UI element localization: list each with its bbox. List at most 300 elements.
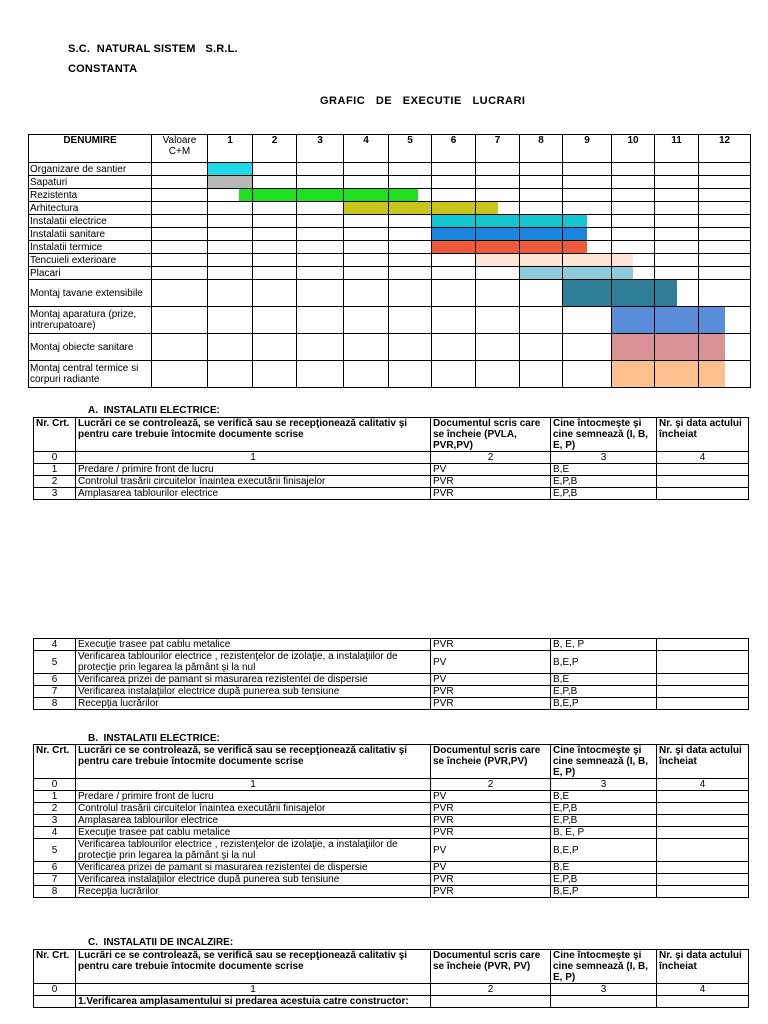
gantt-valoare-cell [152,280,208,307]
gantt-row [29,241,751,254]
gantt-month-cell [389,280,432,307]
gantt-bar [520,215,562,227]
quality-header-lucrari: Lucrări ce se controlează, se verifică sau se recepţionează calitativ şi pentru care trebuie întocmite documente scrise [76,950,431,984]
gantt-month-cell [389,307,432,334]
quality-cell-lucrari: 1.Verificarea amplasamentului si predarea acestuia catre constructor: [76,996,431,1008]
quality-row [34,874,749,886]
gantt-month-cell [476,176,520,189]
quality-index-cell: 1 [76,984,431,996]
gantt-month-cell [699,176,751,189]
gantt-month-cell [253,307,297,334]
gantt-bar [563,254,611,266]
gantt-month-cell [344,267,389,280]
gantt-month-cell [208,307,253,334]
gantt-task-name: Montaj tavane extensibile [29,280,152,307]
quality-index-cell: 4 [657,779,749,791]
gantt-month-cell [563,228,612,241]
section-b-title: B. INSTALATII ELECTRICE: [88,733,220,744]
quality-header-data: Nr. şi data actului încheiat [657,745,749,779]
gantt-month-cell [520,228,563,241]
quality-index-cell: 3 [551,984,657,996]
gantt-bar [432,215,475,227]
quality-cell-lucrari: Recepţia lucrărilor [76,698,431,710]
gantt-month-cell [563,163,612,176]
gantt-month-cell [520,202,563,215]
gantt-month-cell [389,241,432,254]
gantt-month-cell [389,267,432,280]
quality-row [34,996,749,1008]
gantt-month-cell [699,241,751,254]
gantt-month-cell [253,280,297,307]
gantt-month-cell [563,215,612,228]
quality-cell-nr: 1 [34,791,76,803]
gantt-month-cell [344,254,389,267]
gantt-bar [612,267,633,279]
gantt-month-cell [655,267,699,280]
quality-cell-doc: PVR [431,803,551,815]
gantt-bar [655,361,698,387]
document-title: GRAFIC DE EXECUTIE LUCRARI [320,95,526,107]
gantt-month-cell [655,163,699,176]
gantt-month-cell [297,254,344,267]
quality-header-cine: Cine întocmeşte şi cine semnează (I, B, E, P) [551,745,657,779]
quality-cell-data [657,686,749,698]
gantt-bar [563,228,587,240]
gantt-header-month: 11 [655,135,699,163]
gantt-bar [239,189,252,201]
gantt-month-cell [655,241,699,254]
gantt-bar [476,215,519,227]
gantt-month-cell [612,163,655,176]
quality-cell-data [657,827,749,839]
gantt-row [29,176,751,189]
gantt-task-name: Rezistenta [29,189,152,202]
quality-cell-data [657,803,749,815]
quality-index-cell: 4 [657,984,749,996]
gantt-month-cell [208,241,253,254]
gantt-month-cell [520,241,563,254]
gantt-month-cell [655,280,699,307]
quality-row [34,476,749,488]
quality-cell-data [657,464,749,476]
gantt-valoare-cell [152,334,208,361]
gantt-month-cell [476,163,520,176]
quality-cell-doc [431,996,551,1008]
gantt-month-cell [612,176,655,189]
gantt-month-cell [297,334,344,361]
quality-cell-lucrari: Amplasarea tablourilor electrice [76,815,431,827]
gantt-month-cell [476,361,520,388]
quality-row [34,639,749,651]
gantt-task-name: Montaj obiecte sanitare [29,334,152,361]
gantt-header-month: 8 [520,135,563,163]
quality-cell-nr: 8 [34,886,76,898]
gantt-bar [699,307,725,333]
gantt-month-cell [563,241,612,254]
quality-cell-cine [551,996,657,1008]
gantt-bar [699,361,725,387]
gantt-month-cell [655,215,699,228]
section-a-table-continued [33,638,749,710]
gantt-month-cell [389,228,432,241]
gantt-bar [612,254,633,266]
gantt-month-cell [344,189,389,202]
quality-cell-lucrari: Verificarea instalaţiilor electrice după punerea sub tensiune [76,686,431,698]
gantt-bar [612,307,654,333]
quality-cell-doc: PVR [431,639,551,651]
gantt-month-cell [208,202,253,215]
gantt-bar [563,267,611,279]
gantt-month-cell [208,361,253,388]
gantt-bar [476,241,519,253]
quality-header-nr: Nr. Crt. [34,745,76,779]
gantt-month-cell [520,189,563,202]
quality-cell-nr: 6 [34,862,76,874]
quality-index-row [34,452,749,464]
quality-cell-nr: 3 [34,815,76,827]
gantt-bar [655,280,677,306]
gantt-month-cell [699,307,751,334]
gantt-bar [344,189,388,201]
section-c-title: C. INSTALATII DE INCALZIRE: [88,937,234,948]
quality-cell-doc: PVR [431,698,551,710]
gantt-bar [389,202,431,214]
gantt-table [28,134,751,388]
gantt-month-cell [297,241,344,254]
gantt-task-name: Montaj central termice si corpuri radiante [29,361,152,388]
gantt-row [29,189,751,202]
quality-row [34,651,749,674]
quality-row [34,791,749,803]
gantt-month-cell [432,241,476,254]
quality-cell-nr: 3 [34,488,76,500]
quality-cell-doc: PVR [431,874,551,886]
gantt-header-month: 10 [612,135,655,163]
gantt-month-cell [253,176,297,189]
gantt-bar [344,202,388,214]
gantt-month-cell [297,202,344,215]
gantt-month-cell [655,202,699,215]
gantt-month-cell [612,267,655,280]
gantt-row [29,163,751,176]
quality-cell-doc: PVR [431,886,551,898]
gantt-month-cell [208,228,253,241]
quality-cell-doc: PV [431,651,551,674]
gantt-header-month: 1 [208,135,253,163]
quality-cell-doc: PV [431,464,551,476]
gantt-valoare-cell [152,215,208,228]
gantt-month-cell [563,254,612,267]
gantt-bar [389,189,418,201]
section-a-title: A. INSTALATII ELECTRICE: [88,405,220,416]
gantt-header-valoare: Valoare C+M [152,135,208,163]
gantt-month-cell [344,215,389,228]
gantt-month-cell [563,189,612,202]
quality-cell-nr: 2 [34,476,76,488]
gantt-month-cell [476,202,520,215]
gantt-month-cell [612,202,655,215]
gantt-task-name: Tencuieli exterioare [29,254,152,267]
gantt-bar [432,241,475,253]
quality-cell-cine: E,P,B [551,686,657,698]
quality-index-cell: 2 [431,779,551,791]
quality-cell-cine: E,P,B [551,874,657,886]
gantt-bar [297,189,343,201]
gantt-month-cell [253,228,297,241]
quality-row [34,464,749,476]
gantt-row [29,254,751,267]
gantt-month-cell [208,267,253,280]
gantt-month-cell [297,189,344,202]
gantt-row [29,202,751,215]
gantt-bar [520,241,562,253]
quality-cell-doc: PV [431,674,551,686]
gantt-month-cell [297,228,344,241]
quality-cell-cine: B,E,P [551,698,657,710]
gantt-month-cell [208,254,253,267]
quality-index-cell: 0 [34,452,76,464]
gantt-month-cell [520,267,563,280]
gantt-header-month: 3 [297,135,344,163]
quality-cell-lucrari: Recepţia lucrărilor [76,886,431,898]
gantt-month-cell [432,189,476,202]
gantt-month-cell [699,267,751,280]
gantt-valoare-cell [152,163,208,176]
quality-cell-lucrari: Execuţie trasee pat cablu metalice [76,827,431,839]
gantt-month-cell [476,215,520,228]
quality-cell-doc: PV [431,839,551,862]
gantt-header-month: 2 [253,135,297,163]
gantt-month-cell [389,334,432,361]
gantt-header-denumire: DENUMIRE [29,135,152,163]
gantt-month-cell [612,307,655,334]
quality-cell-data [657,839,749,862]
quality-header-data: Nr. şi data actului încheiat [657,418,749,452]
gantt-header-month: 4 [344,135,389,163]
gantt-bar [563,280,611,306]
quality-cell-nr: 6 [34,674,76,686]
quality-cell-data [657,476,749,488]
quality-cell-doc: PV [431,791,551,803]
gantt-month-cell [389,202,432,215]
gantt-month-cell [297,307,344,334]
quality-row [34,674,749,686]
quality-cell-doc: PV [431,862,551,874]
company-name: S.C. NATURAL SISTEM S.R.L. [68,43,238,55]
quality-header-cine: Cine întocmeşte şi cine semnează (I, B, E, P) [551,418,657,452]
section-a-table [33,417,749,500]
gantt-month-cell [699,202,751,215]
quality-header-data: Nr. şi data actului încheiat [657,950,749,984]
quality-header-row [34,950,749,984]
quality-header-lucrari: Lucrări ce se controlează, se verifică sau se recepţionează calitativ şi pentru care trebuie întocmite documente scrise [76,418,431,452]
gantt-month-cell [699,163,751,176]
company-city: CONSTANTA [68,63,138,75]
quality-index-row [34,779,749,791]
gantt-month-cell [253,189,297,202]
gantt-month-cell [253,163,297,176]
gantt-valoare-cell [152,189,208,202]
gantt-bar [699,334,725,360]
quality-cell-doc: PVR [431,476,551,488]
gantt-bar [208,176,252,188]
gantt-month-cell [476,228,520,241]
gantt-month-cell [655,189,699,202]
gantt-month-cell [699,228,751,241]
gantt-valoare-cell [152,361,208,388]
quality-index-cell: 2 [431,452,551,464]
quality-cell-cine: B,E [551,862,657,874]
quality-row [34,815,749,827]
gantt-bar [432,228,475,240]
gantt-valoare-cell [152,307,208,334]
gantt-month-cell [344,163,389,176]
quality-cell-cine: B, E, P [551,639,657,651]
quality-header-nr: Nr. Crt. [34,950,76,984]
gantt-month-cell [563,202,612,215]
gantt-month-cell [520,163,563,176]
quality-header-row [34,418,749,452]
gantt-month-cell [476,189,520,202]
gantt-month-cell [389,215,432,228]
gantt-month-cell [520,307,563,334]
gantt-month-cell [389,189,432,202]
quality-cell-nr: 4 [34,827,76,839]
gantt-month-cell [655,307,699,334]
gantt-month-cell [208,189,253,202]
gantt-bar [655,307,698,333]
quality-cell-data [657,886,749,898]
gantt-month-cell [432,176,476,189]
gantt-month-cell [389,176,432,189]
gantt-row [29,280,751,307]
quality-index-cell: 1 [76,452,431,464]
quality-row [34,803,749,815]
quality-cell-cine: B,E [551,791,657,803]
quality-cell-cine: B,E,P [551,886,657,898]
gantt-month-cell [344,176,389,189]
quality-index-cell: 2 [431,984,551,996]
gantt-month-cell [253,334,297,361]
gantt-month-cell [612,241,655,254]
quality-header-row [34,745,749,779]
quality-cell-data [657,698,749,710]
gantt-month-cell [655,361,699,388]
gantt-task-name: Sapaturi [29,176,152,189]
gantt-valoare-cell [152,228,208,241]
gantt-month-cell [612,334,655,361]
gantt-month-cell [208,215,253,228]
quality-cell-cine: E,P,B [551,476,657,488]
gantt-month-cell [344,307,389,334]
gantt-month-cell [344,334,389,361]
gantt-header-month: 7 [476,135,520,163]
quality-cell-cine: B,E,P [551,651,657,674]
gantt-bar [612,280,654,306]
gantt-task-name: Instalatii termice [29,241,152,254]
gantt-month-cell [208,176,253,189]
quality-cell-doc: PVR [431,827,551,839]
gantt-month-cell [344,361,389,388]
gantt-row [29,334,751,361]
gantt-month-cell [297,267,344,280]
gantt-month-cell [699,361,751,388]
gantt-month-cell [208,163,253,176]
quality-cell-nr: 1 [34,464,76,476]
gantt-month-cell [520,334,563,361]
gantt-bar [476,254,519,266]
quality-cell-nr: 5 [34,651,76,674]
quality-header-doc: Documentul scris care se încheie (PVLA, PVR,PV) [431,418,551,452]
quality-cell-data [657,862,749,874]
gantt-month-cell [253,254,297,267]
gantt-month-cell [389,254,432,267]
quality-cell-lucrari: Verificarea prizei de pamant si masurarea rezistentei de dispersie [76,674,431,686]
gantt-month-cell [389,163,432,176]
quality-cell-nr: 5 [34,839,76,862]
quality-row [34,886,749,898]
quality-cell-lucrari: Predare / primire front de lucru [76,464,431,476]
gantt-month-cell [432,361,476,388]
gantt-month-cell [476,254,520,267]
quality-index-cell: 1 [76,779,431,791]
gantt-month-cell [655,176,699,189]
gantt-month-cell [432,280,476,307]
quality-cell-cine: B,E [551,674,657,686]
quality-cell-data [657,791,749,803]
gantt-month-cell [432,163,476,176]
quality-cell-data [657,651,749,674]
quality-cell-nr: 8 [34,698,76,710]
quality-row [34,862,749,874]
quality-index-cell: 3 [551,452,657,464]
gantt-task-name: Instalatii sanitare [29,228,152,241]
section-c-table [33,949,749,1008]
gantt-valoare-cell [152,202,208,215]
gantt-month-cell [432,307,476,334]
gantt-month-cell [612,254,655,267]
gantt-month-cell [520,254,563,267]
gantt-month-cell [520,361,563,388]
gantt-month-cell [344,241,389,254]
gantt-month-cell [297,280,344,307]
quality-row [34,839,749,862]
gantt-header-month: 12 [699,135,751,163]
quality-row [34,488,749,500]
quality-cell-doc: PVR [431,815,551,827]
gantt-month-cell [432,228,476,241]
quality-cell-lucrari: Controlul trasării circuitelor înaintea executării finisajelor [76,803,431,815]
gantt-header-month: 5 [389,135,432,163]
gantt-bar [612,334,654,360]
quality-cell-cine: B, E, P [551,827,657,839]
gantt-task-name: Arhitectura [29,202,152,215]
gantt-month-cell [253,215,297,228]
gantt-month-cell [344,280,389,307]
gantt-month-cell [612,280,655,307]
gantt-month-cell [476,280,520,307]
quality-cell-data [657,815,749,827]
gantt-task-name: Placari [29,267,152,280]
gantt-month-cell [297,361,344,388]
gantt-header-row [29,135,751,163]
gantt-bar [432,202,475,214]
gantt-month-cell [253,202,297,215]
gantt-month-cell [432,202,476,215]
gantt-month-cell [655,228,699,241]
gantt-month-cell [563,307,612,334]
quality-cell-data [657,674,749,686]
